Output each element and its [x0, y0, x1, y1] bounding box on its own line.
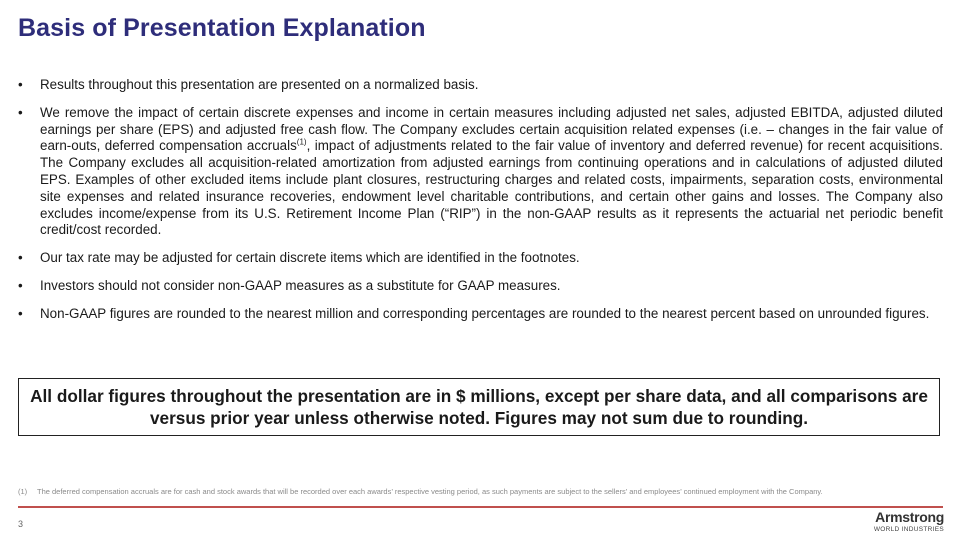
footnote	[18, 487, 823, 496]
bullet-marker: •	[18, 250, 23, 266]
bullet-marker: •	[18, 305, 23, 321]
bullet-text: Investors should not consider non-GAAP measures as a substitute for GAAP measures.	[40, 277, 561, 293]
bullet-marker: •	[18, 104, 23, 120]
bullet-text: Non-GAAP figures are rounded to the nearest million and corresponding percentages are rounded to the nearest percent based on unrounded figures.	[40, 305, 930, 321]
bullet-text: We remove the impact of certain discrete expenses and income in certain measures including adjusted net sales, adjusted EBITDA, adjusted diluted earnings per share (EPS) and adjusted free cash flow. The Company excludes certain acquisition related expenses (i.e. – changes in the fair value of earn-outs, deferred compensation accruals	[40, 104, 943, 154]
bullet-text: Results throughout this presentation are presented on a normalized basis.	[40, 77, 479, 92]
footnote-text: The deferred compensation accruals are for cash and stock awards that will be recorded over each awards’ respective vesting period, as such payments are subject to the sellers’ and employees’ continued employment with the Company.	[37, 487, 823, 496]
logo-brand: Armstrong	[875, 509, 944, 525]
bullet-item	[18, 250, 943, 267]
logo-subtitle: WORLD INDUSTRIES	[873, 526, 944, 533]
bullet-marker: •	[18, 77, 23, 92]
callout-box	[18, 378, 940, 436]
page-number: 3	[18, 519, 24, 529]
page-title: Basis of Presentation Explanation	[18, 14, 426, 42]
footnote-number: (1)	[18, 487, 28, 496]
bullet-item	[18, 278, 943, 295]
bullet-item	[18, 77, 943, 94]
bullet-item	[18, 105, 943, 239]
bullet-text: , impact of adjustments related to the fair value of inventory and deferred revenue) for recent acquisitions. The Company excludes all acquisition-related amortization from adjusted earnings from continuing operations and in calculations of adjusted diluted EPS. Examples of other excluded items include plant closures, restructuring charges and related costs, impairments, separation costs, environmental site expenses and related insurance recoveries, endowment level charitable contributions, and certain other gains and losses. The Company also excludes income/expense from its U.S. Retirement Income Plan (“RIP”) in the non-GAAP results as it represents the actuarial net periodic benefit credit/cost recorded.	[40, 138, 943, 238]
bullet-item	[18, 306, 943, 323]
company-logo	[862, 509, 944, 537]
bullet-text: Our tax rate may be adjusted for certain discrete items which are identified in the footnotes.	[40, 250, 580, 266]
bullet-list	[18, 77, 943, 334]
callout-text: All dollar figures throughout the presentation are in $ millions, except per share data, and all comparisons are versus prior year unless otherwise noted. Figures may not sum due to rounding.	[30, 386, 928, 428]
bullet-marker: •	[18, 277, 23, 293]
footnote-ref: (1)	[296, 137, 307, 147]
footer-divider	[18, 506, 943, 508]
